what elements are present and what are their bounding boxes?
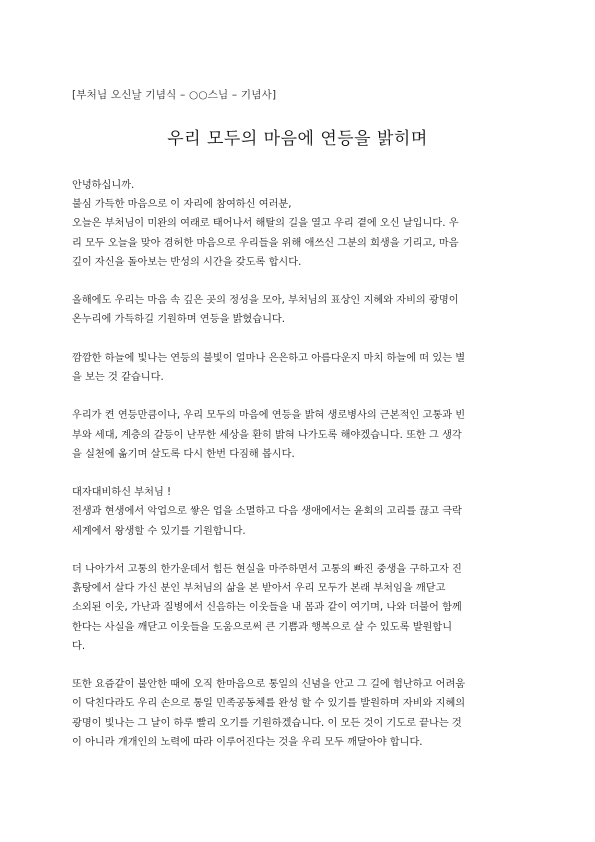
text-line: 이 닥친다라도 우리 손으로 통일 민족공동체를 완성 할 수 있기를 발원하며 자비와 지혜의	[72, 698, 466, 710]
paragraph	[72, 291, 524, 329]
text-line: 흙탕에서 살다 가신 분인 부처님의 삶을 본 받아서 우리 모두가 본래 부처임을 깨닫고	[72, 583, 446, 595]
text-line: 안녕하십니까.	[72, 180, 135, 191]
text-line: 세계에서 왕생할 수 있기를 기원합니다.	[72, 525, 246, 537]
text-line: 오늘은 부처님이 미완의 여래로 태어나서 해탈의 길을 열고 우리 곁에 오신 날입니다. 우	[72, 218, 459, 230]
text-line: 올해에도 우리는 마음 속 깊은 곳의 정성을 모아, 부처님의 표상인 지혜와 자비의 광명이	[72, 295, 459, 307]
text-line: 전생과 현생에서 악업으로 쌓은 업을 소멸하고 다음 생애에서는 윤회의 고리를 끊고 극락	[72, 506, 462, 518]
text-line: 소외된 이웃, 가난과 질병에서 신음하는 이웃들을 내 몸과 같이 여기며, 나와 더불어 함께	[72, 602, 462, 614]
text-line: 불심 가득한 마음으로 이 자리에 참여하신 여러분,	[72, 199, 292, 211]
paragraph	[72, 560, 524, 656]
paragraph	[72, 349, 524, 387]
text-line: 대자대비하신 부처님 !	[72, 487, 172, 499]
text-line: 또한 요즘같이 불안한 때에 오직 한마음으로 통일의 신념을 안고 그 길에 험난하고 어려움	[72, 679, 466, 691]
paragraph	[72, 176, 524, 272]
text-line: 더 나아가서 고통의 한가운데서 힘든 현실을 마주하면서 고통의 빠진 중생을 구하고자 진	[72, 563, 462, 575]
document-body	[72, 176, 524, 771]
document-title: 우리 모두의 마음에 연등을 밝히며	[167, 129, 428, 149]
text-line: 한다는 사실을 깨닫고 이웃들을 도움으로써 큰 기쁨과 행복으로 살 수 있도록 발원합니	[72, 621, 453, 633]
document-header-tag: [부처님 오신날 기념식 – ○○스님 – 기념사]	[72, 89, 277, 101]
text-line: 을 보는 것 같습니다.	[72, 372, 164, 383]
text-line: 깜깜한 하늘에 빛나는 연등의 불빛이 얼마나 은은하고 아름다운지 마치 하늘에 떠 있는 별	[72, 352, 466, 364]
text-line: 온누리에 가득하길 기원하며 연등을 밝혔습니다.	[72, 314, 286, 326]
text-line: 리 모두 오늘을 맞아 겸허한 마음으로 우리들을 위해 애쓰신 그분의 희생을 기리고, 마음	[72, 237, 459, 249]
text-line: 부와 세대, 계층의 갈등이 난무한 세상을 환히 밝혀 나가도록 해야겠습니다. 또한 그 생각	[72, 429, 462, 441]
paragraph	[72, 675, 524, 752]
paragraph	[72, 483, 524, 541]
text-line: 이 아니라 개개인의 노력에 따라 이루어진다는 것을 우리 모두 깨달아야 합니다.	[72, 736, 423, 748]
text-line: 다.	[72, 640, 86, 652]
text-line: 깊이 자신을 돌아보는 반성의 시간을 갖도록 합시다.	[72, 256, 302, 268]
text-line: 광명이 빛나는 그 날이 하루 빨리 오기를 기원하겠습니다. 이 모든 것이 기도로 끝나는 것	[72, 717, 462, 729]
paragraph	[72, 406, 524, 464]
text-line: 을 실천에 옮기며 살도록 다시 한번 다짐해 봅시다.	[72, 448, 295, 460]
text-line: 우리가 켠 연등만큼이나, 우리 모두의 마음에 연등을 밝혀 생로병사의 근본적인 고통과 빈	[72, 410, 466, 422]
